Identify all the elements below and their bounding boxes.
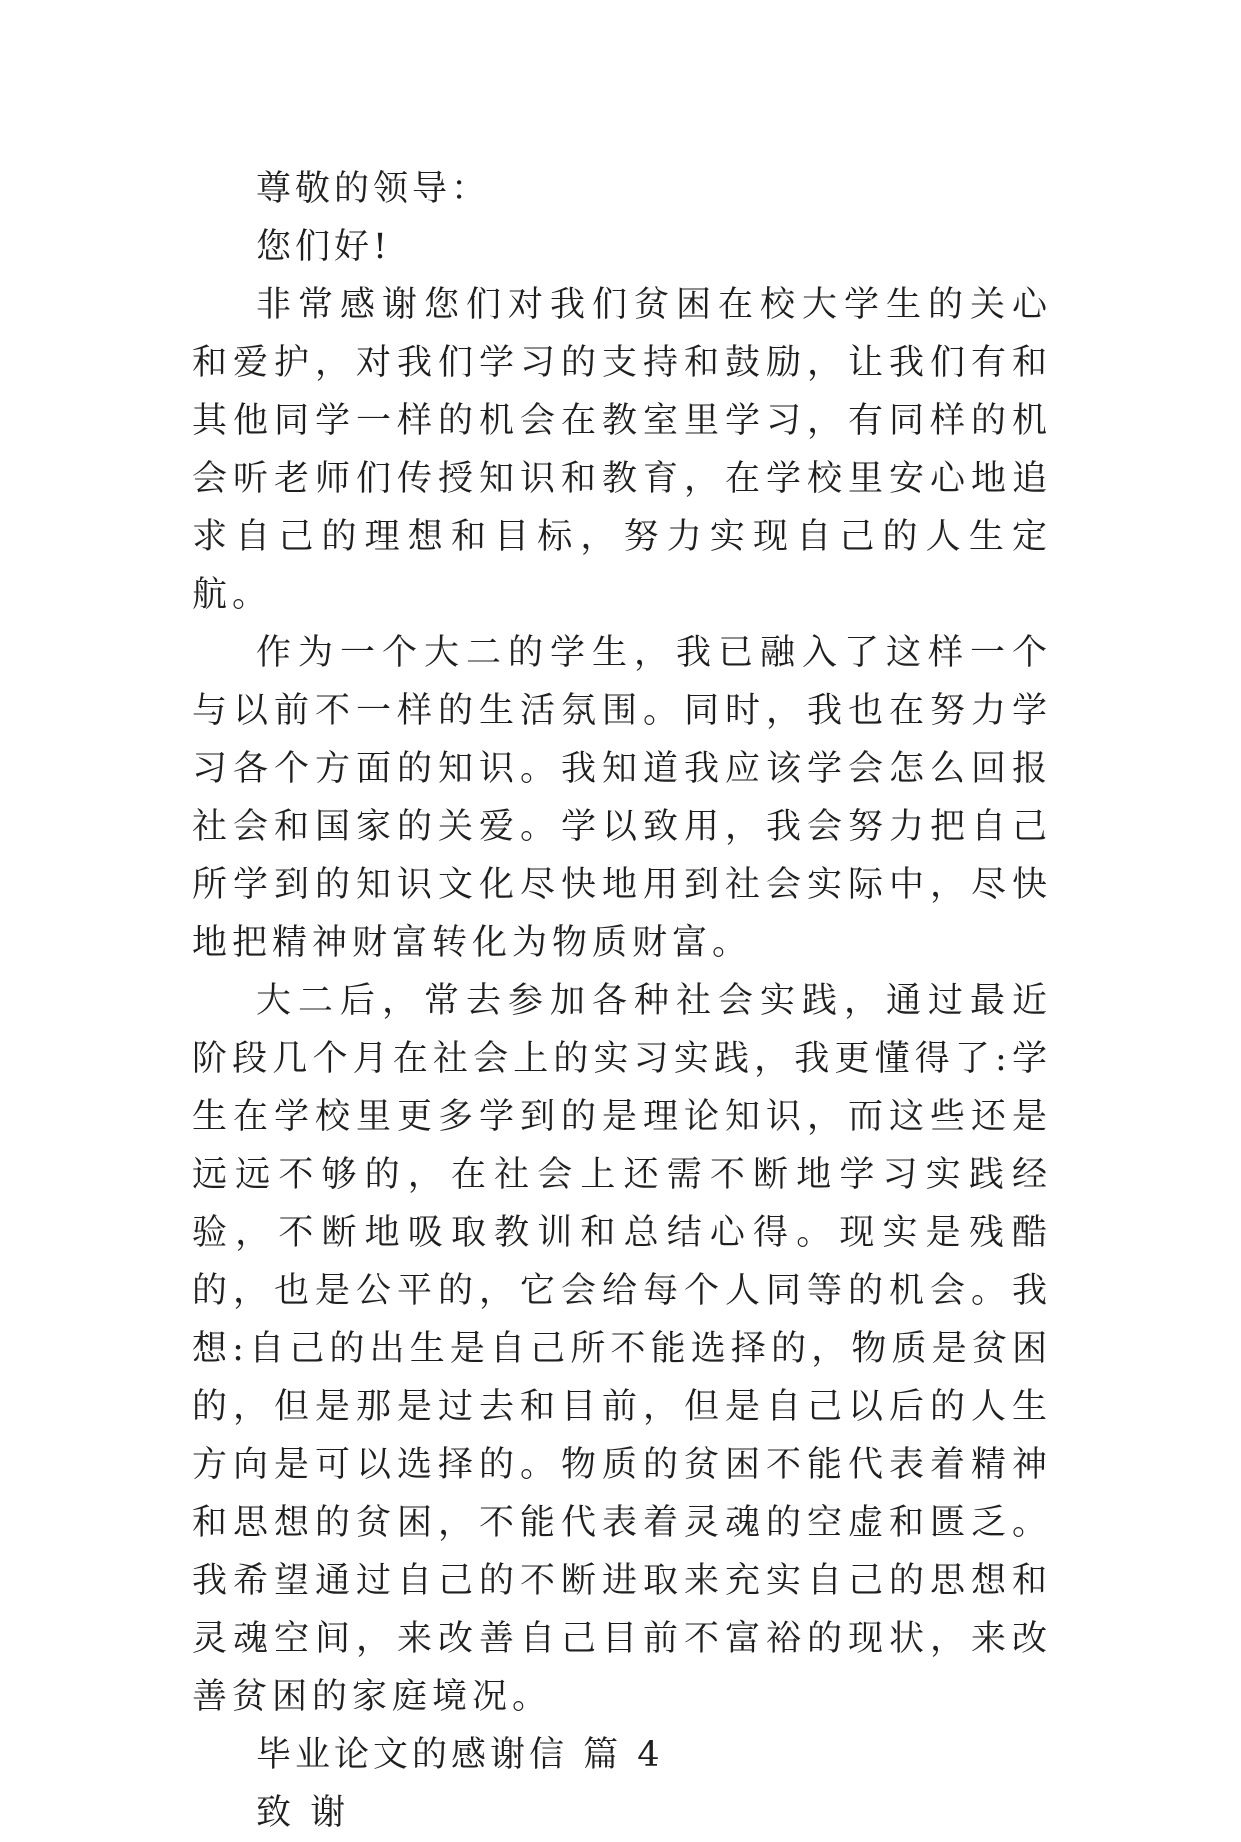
salutation: 尊敬的领导： xyxy=(256,169,491,209)
paragraph-2: 作为一个大二的学生，我已融入了这样一个与以前不一样的生活氛围。同时，我也在努力学习各个方面的知识。我知道我应该学会怎么回报社会和国家的关爱。学以致用，我会努力把自己所学到的知识文化尽快地用到社会实际中，尽快地把精神财富转化为物质财富。 xyxy=(192,633,1052,963)
greeting: 您们好! xyxy=(256,227,392,267)
section-title: 毕业论文的感谢信 篇 4 xyxy=(256,1735,664,1775)
closing-heading: 致 谢 xyxy=(256,1793,350,1833)
paragraph-1: 非常感谢您们对我们贫困在校大学生的关心和爱护，对我们学习的支持和鼓励，让我们有和其他同学一样的机会在教室里学习，有同样的机会听老师们传授知识和教育，在学校里安心地追求自己的理想和目标，努力实现自己的人生定航。 xyxy=(192,285,1052,615)
paragraph-3: 大二后，常去参加各种社会实践，通过最近阶段几个月在社会上的实习实践，我更懂得了:学生在学校里更多学到的是理论知识，而这些还是远远不够的，在社会上还需不断地学习实践经验，不断地吸取教训和总结心得。现实是残酷的，也是公平的，它会给每个人同等的机会。我想:自己的出生是自己所不能选择的，物质是贫困的，但是那是过去和目前，但是自己以后的人生方向是可以选择的。物质的贫困不能代表着精神和思想的贫困，不能代表着灵魂的空虚和匮乏。我希望通过自己的不断进取来充实自己的思想和灵魂空间，来改善自己目前不富裕的现状，来改善贫困的家庭境况。 xyxy=(192,981,1052,1717)
letter-body xyxy=(192,160,1052,1842)
